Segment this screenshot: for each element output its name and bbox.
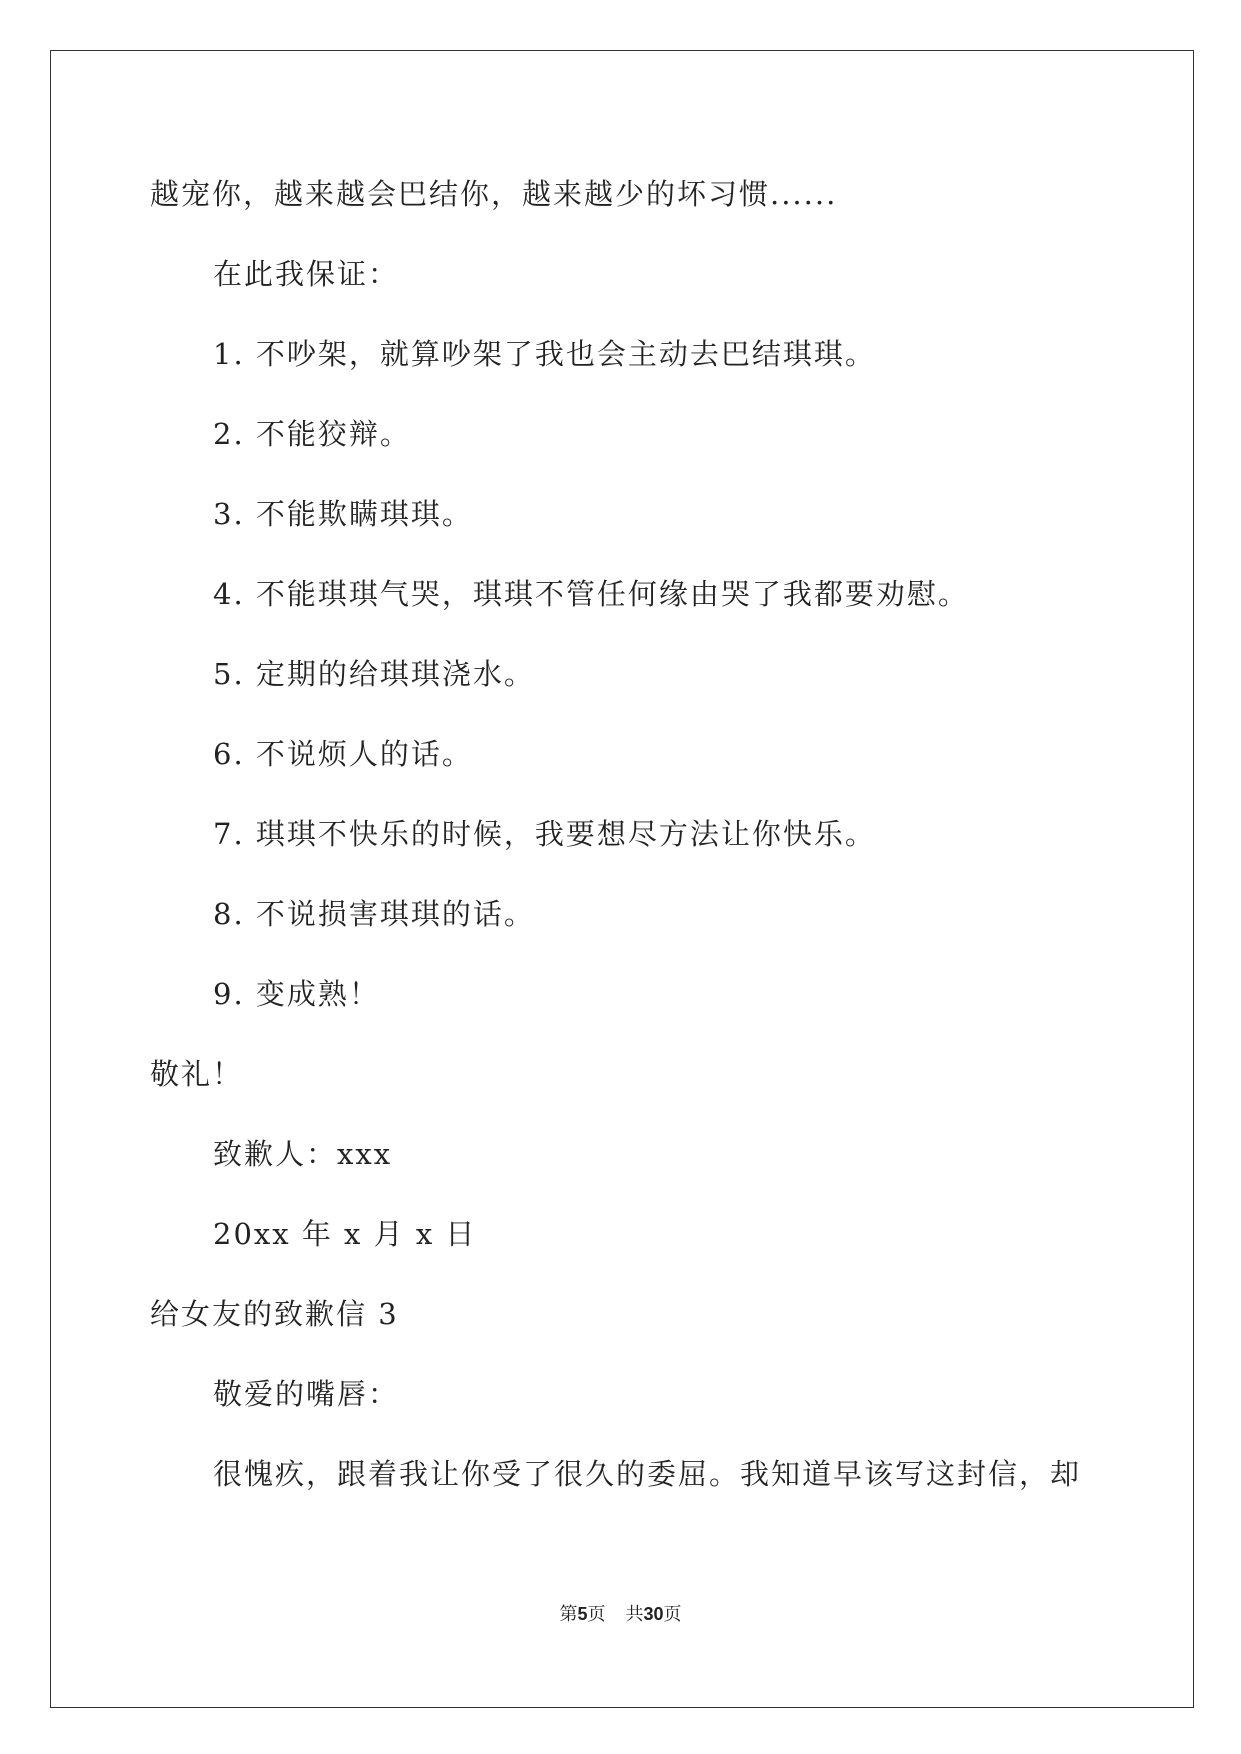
greeting-line: 敬爱的嘴唇：	[213, 1377, 400, 1411]
section-heading: 给女友的致歉信 3	[150, 1297, 399, 1331]
body-text-line: 在此我保证：	[213, 257, 400, 291]
list-item: 6. 不说烦人的话。	[213, 737, 473, 771]
list-item: 8. 不说损害琪琪的话。	[213, 897, 535, 931]
signature-line: 致歉人：xxx	[213, 1137, 393, 1171]
total-prefix: 共	[625, 1604, 644, 1624]
list-item: 7. 琪琪不快乐的时候，我要想尽方法让你快乐。	[213, 817, 876, 851]
date-line: 20xx 年 x 月 x 日	[213, 1217, 477, 1251]
page-prefix: 第	[559, 1604, 578, 1624]
total-pages: 30	[643, 1604, 664, 1624]
page-suffix: 页	[587, 1604, 606, 1624]
list-item: 2. 不能狡辩。	[213, 417, 411, 451]
closing-salutation: 敬礼！	[150, 1057, 244, 1091]
list-item: 3. 不能欺瞒琪琪。	[213, 497, 473, 531]
total-suffix: 页	[663, 1604, 682, 1624]
list-item: 4. 不能琪琪气哭，琪琪不管任何缘由哭了我都要劝慰。	[213, 577, 969, 611]
list-item: 9. 变成熟！	[213, 977, 380, 1011]
body-text-line: 很愧疚，跟着我让你受了很久的委屈。我知道早该写这封信，却	[213, 1457, 1082, 1491]
list-item: 5. 定期的给琪琪浇水。	[213, 657, 535, 691]
list-item: 1. 不吵架，就算吵架了我也会主动去巴结琪琪。	[213, 337, 876, 371]
body-text-line: 越宠你，越来越会巴结你，越来越少的坏习惯......	[150, 177, 838, 211]
page-number: 5	[577, 1604, 588, 1624]
page-footer	[0, 1602, 1241, 1626]
